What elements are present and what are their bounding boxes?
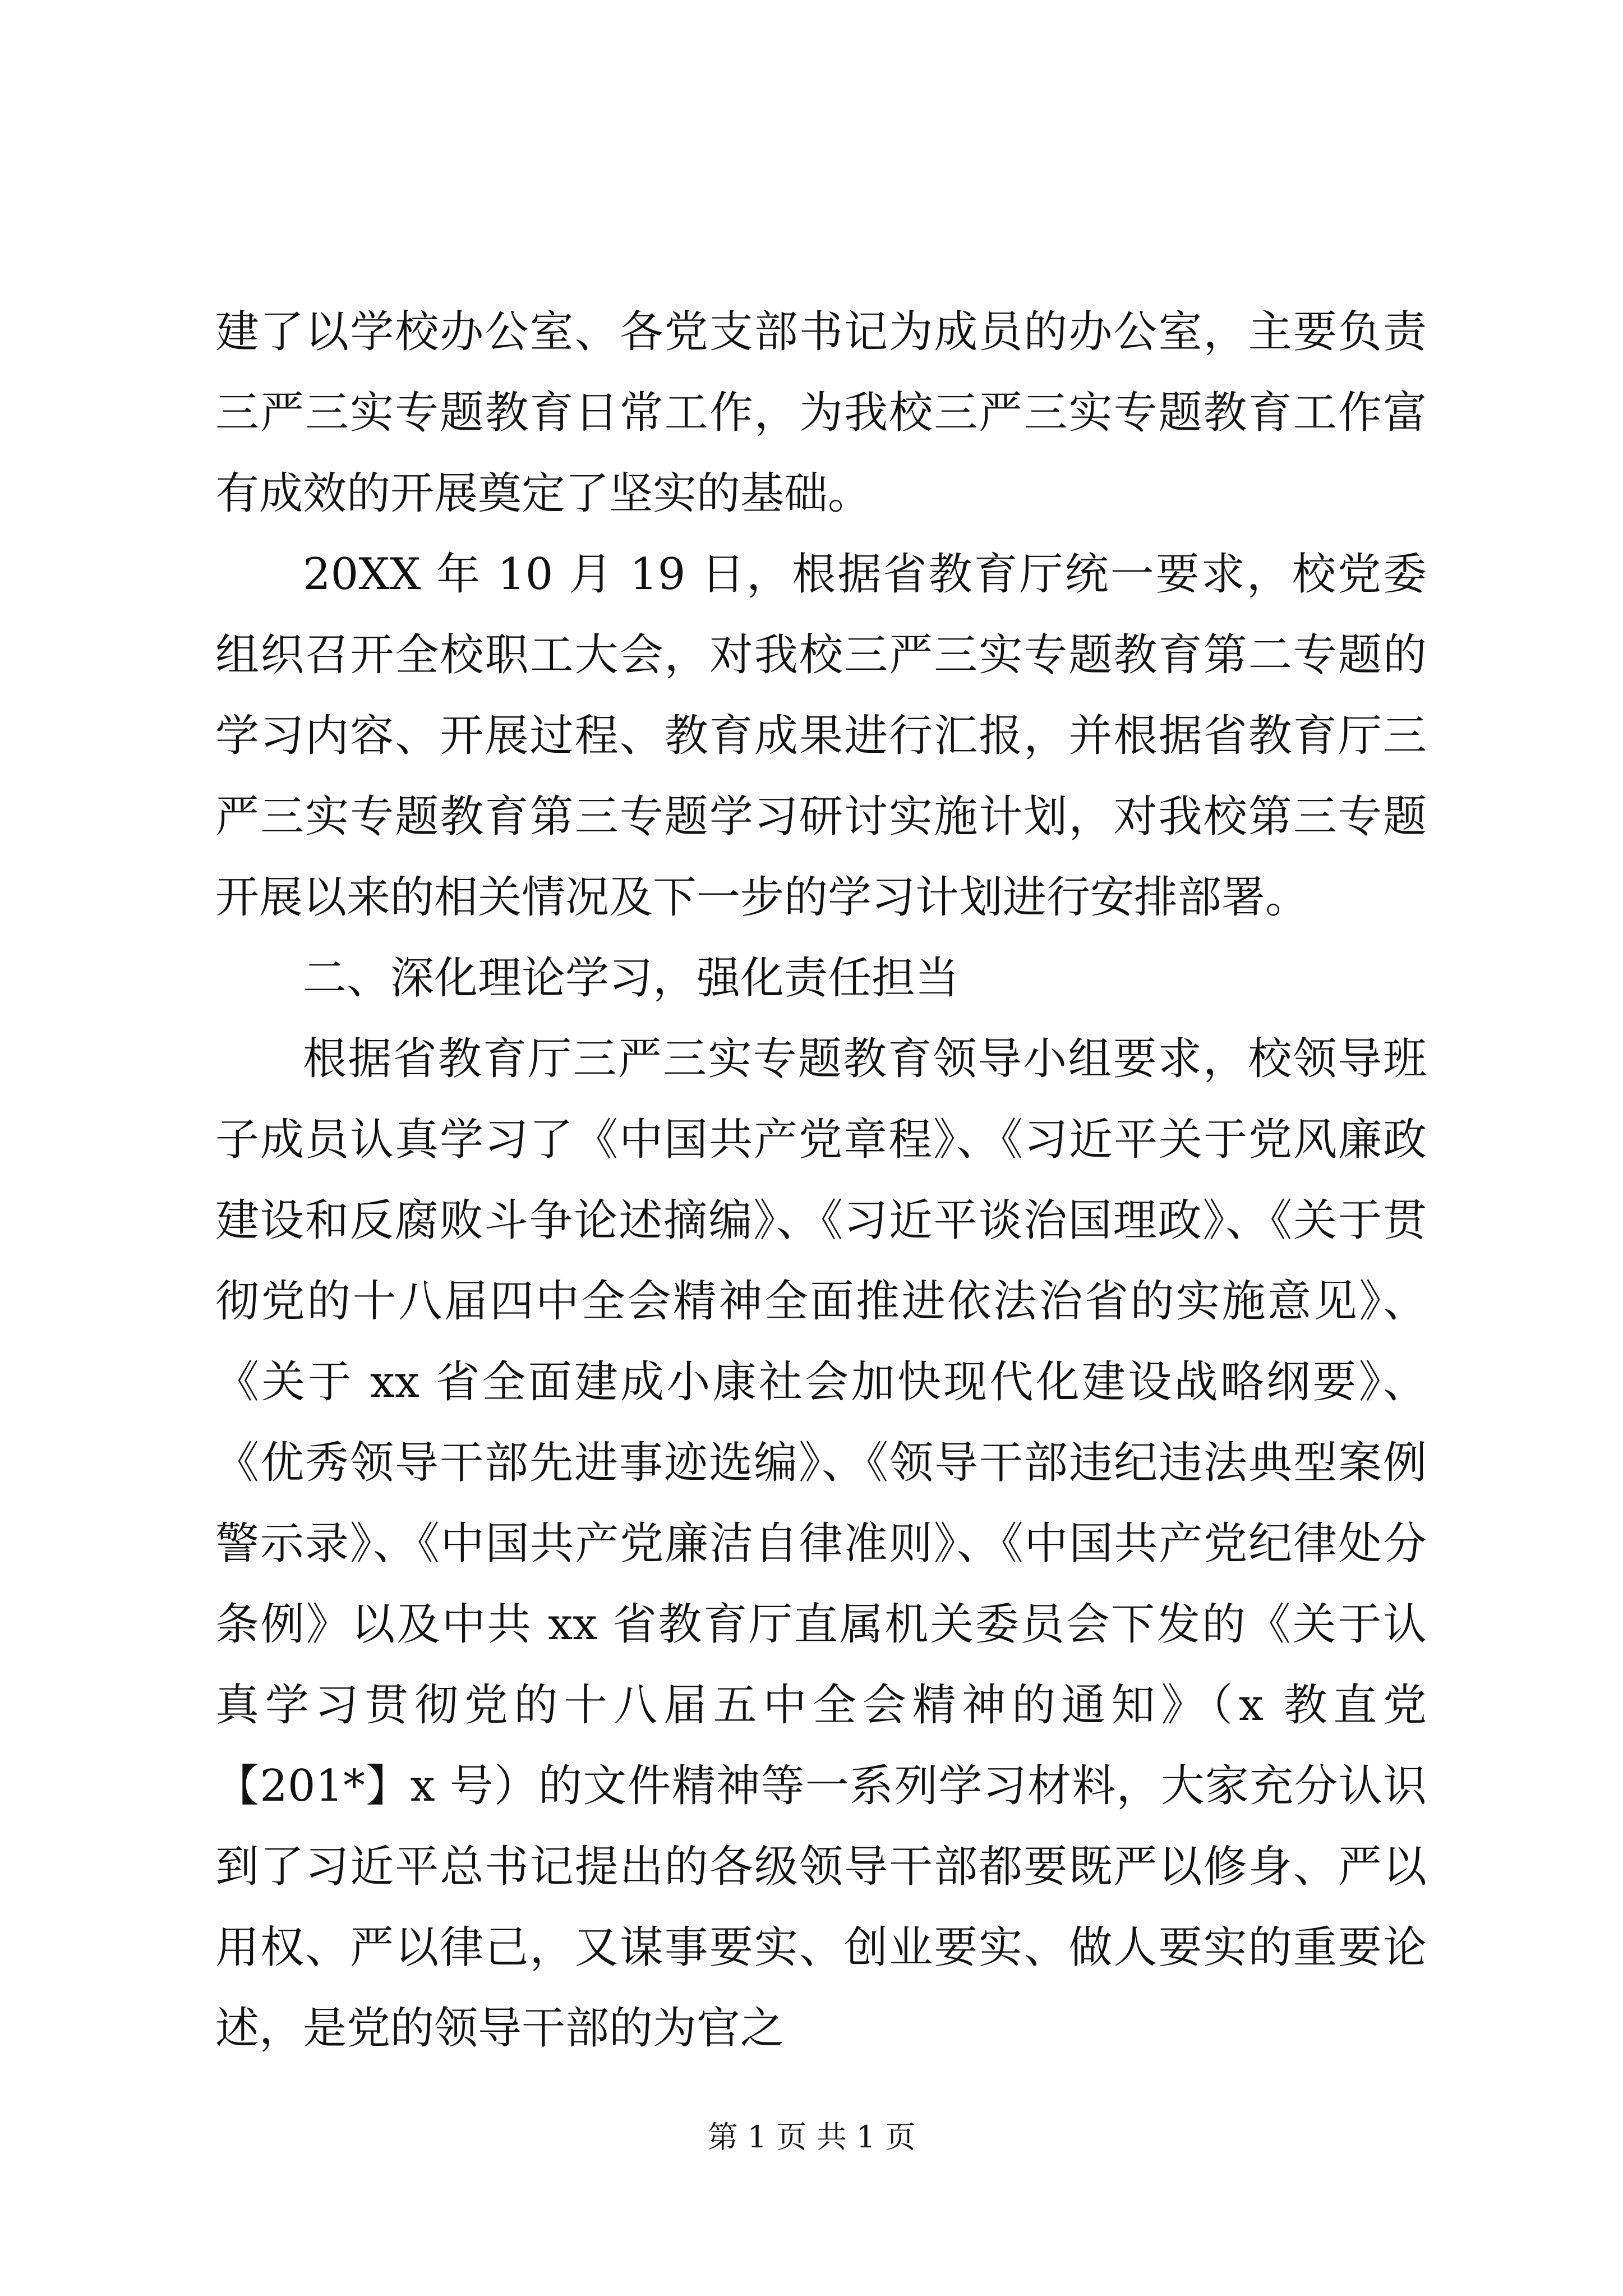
section-heading: 二、深化理论学习，强化责任担当 (303, 953, 960, 1004)
paragraph-1: 建了以学校办公室、各党支部书记为成员的办公室，主要负责三严三实专题教育日常工作，为我校三严三实专题教育工作富有成效的开展奠定了坚实的基础。 (215, 307, 1427, 519)
paragraph-3: 根据省教育厅三严三实专题教育领导小组要求，校领导班子成员认真学习了《中国共产党章程》、《习近平关于党风廉政建设和反腐败斗争论述摘编》、《习近平谈治国理政》、《关于贯彻党的十八届四中全会精神全面推进依法治省的实施意见》、《关于 xx 省全面建成小康社会加快现代化建设战略纲要》、《优秀领导干部先进事迹选编》、《领导干部违纪违法典型案例警示录》、《中国共产党廉洁自律准则》、《中国共产党纪律处分条例》以及中共 xx 省教育厅直属机关委员会下发的《关于认真学习贯彻党的十八届五中全会精神的通知》（x 教直党【201*】x 号）的文件精神等一系列学习材料，大家充分认识到了习近平总书记提出的各级领导干部都要既严以修身、严以用权、严以律己，又谋事要实、创业要实、做人要实的重要论述，是党的领导干部的为官之 (215, 1034, 1427, 2054)
page-footer: 第 1 页 共 1 页 (707, 2119, 916, 2155)
paragraph-2: 20XX 年 10 月 19 日，根据省教育厅统一要求，校党委组织召开全校职工大会，对我校三严三实专题教育第二专题的学习内容、开展过程、教育成果进行汇报，并根据省教育厅三严三实专题教育第三专题学习研讨实施计划，对我校第三专题开展以来的相关情况及下一步的学习计划进行安排部署。 (215, 549, 1427, 923)
document-body (215, 292, 1427, 2069)
